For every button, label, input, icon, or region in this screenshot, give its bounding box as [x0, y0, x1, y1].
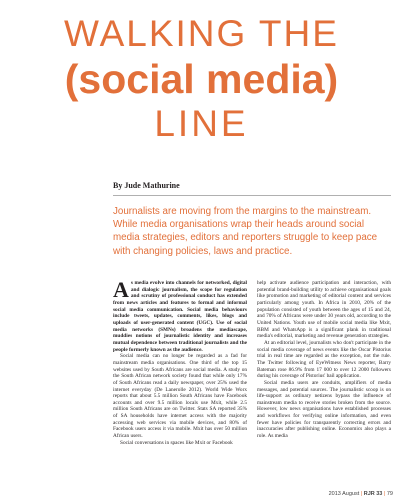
- lead-paragraph: [113, 277, 247, 353]
- body-paragraph: Social media users are conduits, amplifiers of media messages, and potential sources. The journalistic scoop is on life-support as ordinary netizens bypass the influence of mainstream media to receive stories broken from the source. However, low news organisations have established processes and workflows for verifying online information, and even fewer have policies for transparently correcting errors and inaccuracies after publishing online. Economics also plays a role. As media: [257, 379, 391, 440]
- footer-month: August: [342, 491, 360, 497]
- footer-year: 2013: [328, 491, 341, 497]
- byline: By Jude Mathurine: [113, 181, 180, 190]
- byline-divider: [113, 195, 391, 196]
- title-line-1: WALKING THE: [64, 13, 339, 54]
- footer-separator: |: [360, 491, 363, 497]
- body-paragraph: help activate audience participation and interaction, with potential brand-building utility to achieve organisational goals like promotion and marketing of editorial content and services particularly among youth. In Africa in 2010, 20% of the population consisted of youth between the ages of 15 and 24, and 70% of Africans were under 30 years old, according to the United Nations. Youth use of mobile social media like Mxit, BBM and WhatsApp is a significant plank in traditional media's editorial, marketing and revenue generation strategies.: [257, 280, 391, 340]
- footer-separator: |: [383, 491, 386, 497]
- lead-text: s media evolve into channels for networked, digital and dialogic journalism, the scope for regulation and scrutiny of professional conduct has extended from news articles and features to formal and informal social media communication. Social media behaviours include tweets, updates, comments, likes, blogs and uploads of user-generated content (UGC). Use of social media networks (SMNs) broadens the mediascape, muddies notions of journalistic identity and increases mutual dependence between traditional journalists and the people formerly known as the audience.: [113, 280, 247, 353]
- body-paragraph: At an editorial level, journalists who don't participate in the social media coverage of news events like the Oscar Pistorius trial in real time are regarded as the exception, not the rule. The Twitter following of EyeWitness News reporter, Barry Bateman rose 86.9% from 17 000 to over 12 2000 followers during his coverage of Pistorius' bail application.: [257, 339, 391, 380]
- standfirst: Journalists are moving from the margins to the mainstream. While media organisations wrap their heads around social media strategies, editors and reporters struggle to keep pace with changing policies, laws and practice.: [113, 206, 378, 257]
- drop-cap: A: [113, 277, 129, 302]
- title-line-2: (social media): [64, 56, 339, 102]
- footer-magazine: RJR 33: [363, 491, 383, 497]
- body-paragraph: Social conversations in spaces like Mxit or Facebook: [120, 439, 233, 446]
- article-title: [0, 14, 403, 144]
- title-line-3: LINE: [154, 103, 249, 144]
- page-number: 79: [386, 491, 393, 497]
- body-column-left: [113, 277, 247, 446]
- body-paragraph: Social media can no longer be regarded as a fad for mainstream media organisations. One third of the top 15 websites used by South Africans are social media. A study on the South African network society found that while only 17% of South Africans read a daily newspaper, over 25% used the internet everyday (De Lanerolle 2012). World Wide Worx reports that about 5.5 million South Africans have Facebook accounts and over 9.5 million locals use Mxit, while 2.5 million South Africans are on Twitter. Stats SA reported 35% of SA households have internet access with the majority accessing web services via mobile devices, and 80% of Facebook users access it via mobile. Mxit has over 50 million African users.: [113, 353, 247, 440]
- body-column-right: [257, 280, 391, 440]
- page-footer: [329, 491, 393, 497]
